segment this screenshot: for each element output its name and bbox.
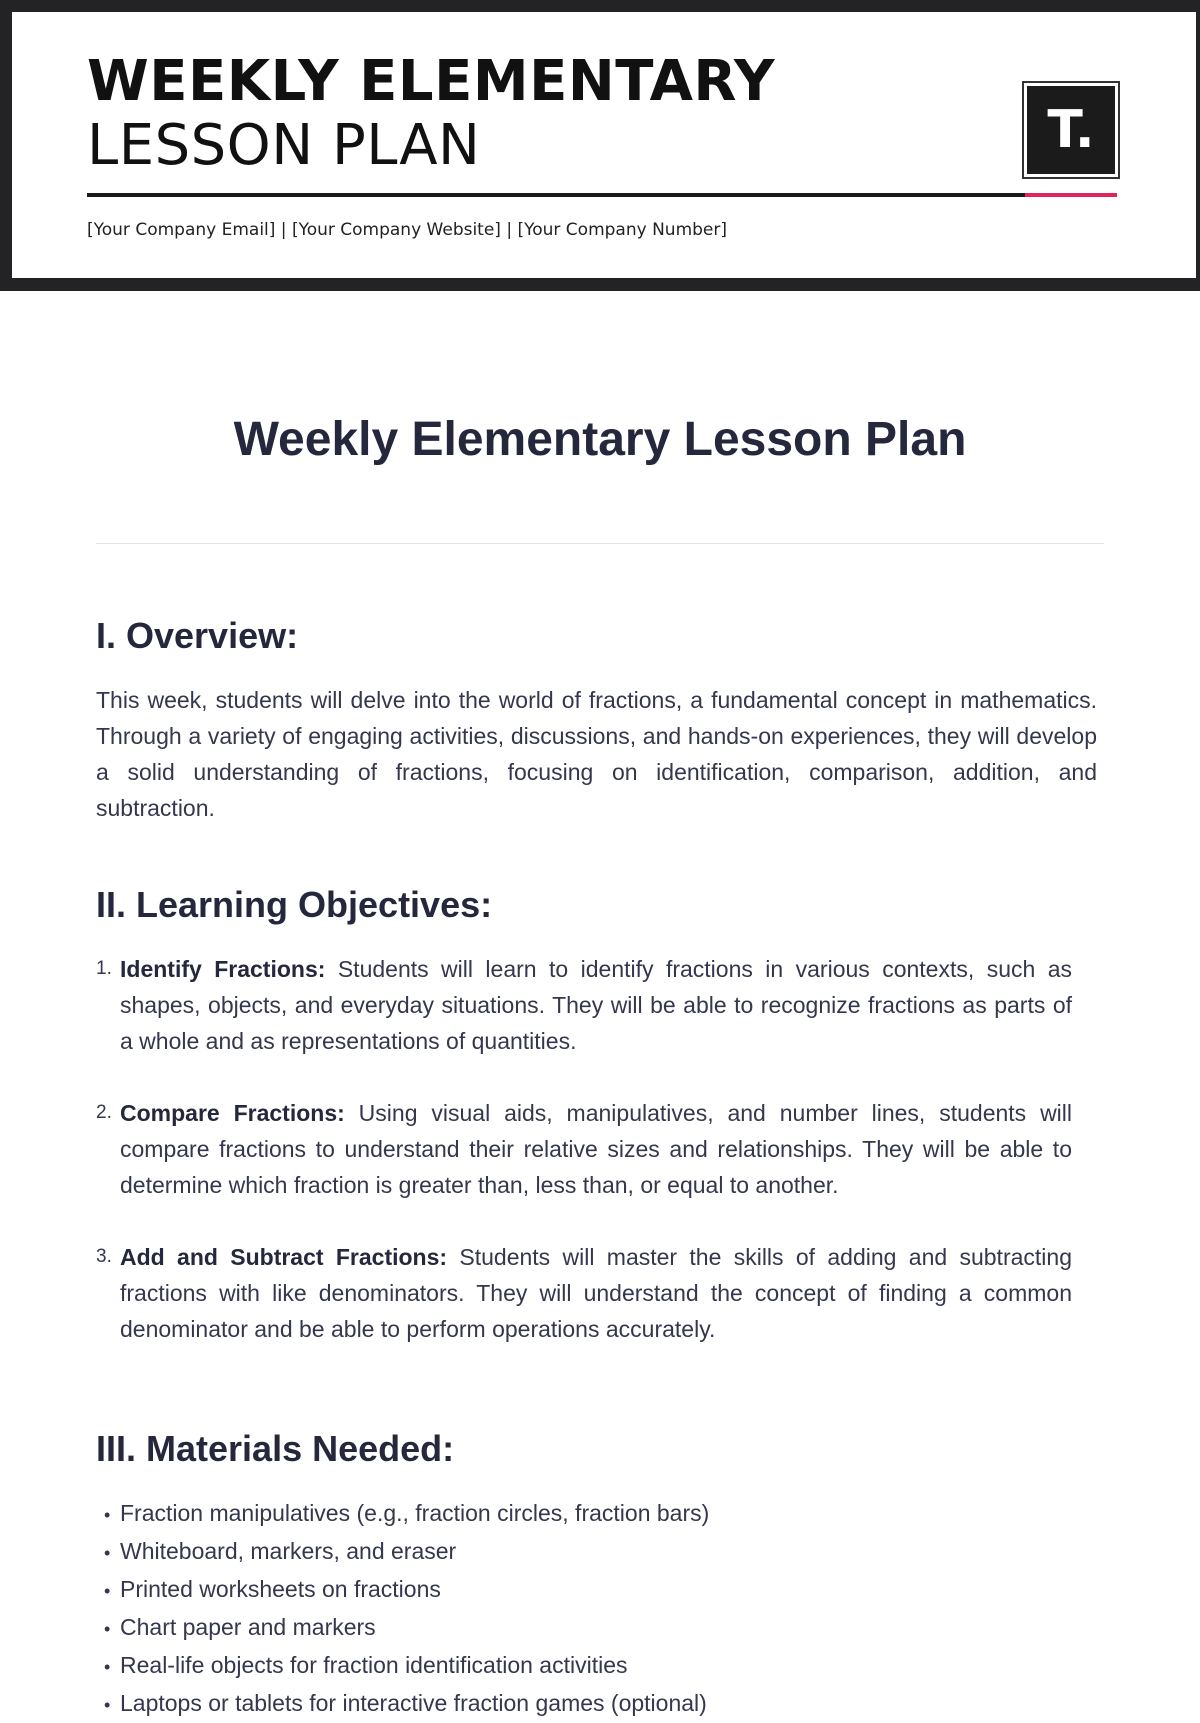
header-divider-accent	[1025, 193, 1117, 197]
objective-text	[120, 1095, 1072, 1203]
materials-heading: III. Materials Needed:	[96, 1428, 455, 1469]
material-text: Fraction manipulatives (e.g., fraction circles, fraction bars)	[120, 1500, 710, 1526]
list-item	[104, 1571, 709, 1609]
objective-number: 1.	[96, 958, 112, 979]
objectives-heading: II. Learning Objectives:	[96, 884, 493, 925]
company-logo	[1022, 81, 1120, 179]
bullet-icon: •	[104, 1619, 111, 1639]
bullet-icon: •	[104, 1695, 111, 1715]
objective-title: Identify Fractions:	[120, 956, 326, 982]
objective-description: Using visual aids, manipulatives, and number lines, students will compare fractions to understand their relative sizes and relationships. They will be able to determine which fraction is greater than, less than, or equal to another.	[120, 1100, 1073, 1198]
logo-icon: T.	[1027, 86, 1115, 174]
list-item	[104, 1533, 709, 1571]
material-text: Printed worksheets on fractions	[120, 1576, 441, 1602]
document-title: Weekly Elementary Lesson Plan	[233, 413, 967, 466]
objective-text	[120, 1239, 1072, 1347]
objective-number: 2.	[96, 1102, 112, 1123]
list-item	[104, 1685, 709, 1723]
overview-heading: I. Overview:	[96, 615, 299, 656]
objective-description: Students will master the skills of adding and subtracting fractions with like denominators. They will understand the concept of finding a common denominator and be able to perform operations accurately.	[120, 1244, 1072, 1342]
material-text: Laptops or tablets for interactive fraction games (optional)	[120, 1690, 707, 1716]
overview-paragraph: This week, students will delve into the world of fractions, a fundamental concept in mathematics. Through a variety of engaging activities, discussions, and hands-on experiences, they will develop a solid understanding of fractions, focusing on identification, comparison, addition, and subtraction.	[96, 687, 1097, 821]
title-divider	[96, 543, 1104, 544]
material-text: Real-life objects for fraction identification activities	[120, 1652, 628, 1678]
list-item	[104, 1609, 709, 1647]
objective-number: 3.	[96, 1246, 112, 1267]
bullet-icon: •	[104, 1657, 111, 1677]
company-contact-info: [Your Company Email] | [Your Company Website] | [Your Company Number]	[87, 220, 728, 240]
objective-description: Students will learn to identify fractions in various contexts, such as shapes, objects, and everyday situations. They will be able to recognize fractions as parts of a whole and as representations of quantities.	[120, 956, 1072, 1054]
header-card	[12, 12, 1196, 278]
material-text: Whiteboard, markers, and eraser	[120, 1538, 457, 1564]
material-text: Chart paper and markers	[120, 1614, 376, 1640]
objective-text	[120, 951, 1072, 1059]
header-band	[0, 0, 1200, 291]
materials-list	[104, 1495, 709, 1723]
bullet-icon: •	[104, 1505, 111, 1525]
bullet-icon: •	[104, 1581, 111, 1601]
list-item	[104, 1495, 709, 1533]
header-title-line1: WEEKLY ELEMENTARY	[87, 49, 776, 114]
header-title-line2: LESSON PLAN	[87, 113, 481, 178]
objective-title: Compare Fractions:	[120, 1100, 345, 1126]
objective-item	[96, 951, 1072, 1059]
list-item	[104, 1647, 709, 1685]
bullet-icon: •	[104, 1543, 111, 1563]
objective-title: Add and Subtract Fractions:	[120, 1244, 448, 1270]
objective-item	[96, 1239, 1072, 1347]
objective-item	[96, 1095, 1072, 1203]
header-divider	[87, 193, 1025, 197]
